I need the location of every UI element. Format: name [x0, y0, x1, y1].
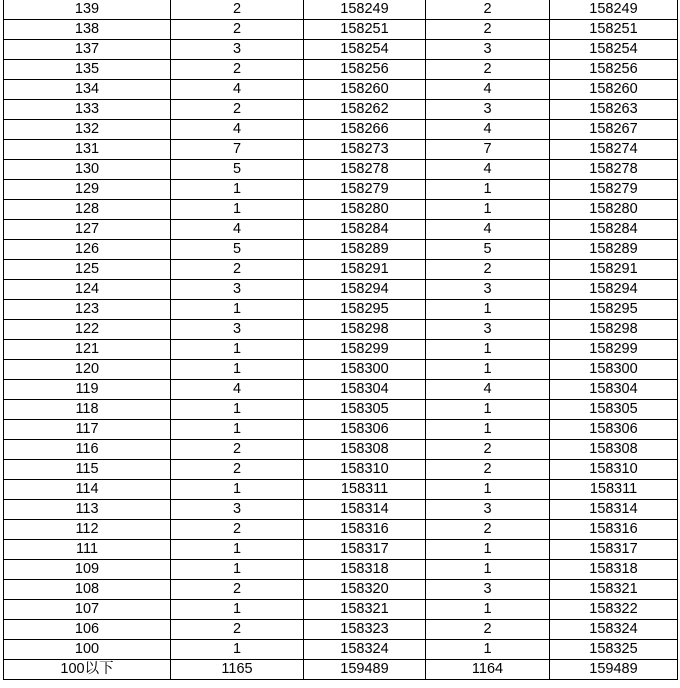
cumulative-cell-a: 158284 [304, 220, 426, 240]
score-cell: 100以下 [4, 660, 171, 680]
cumulative-cell-b: 158321 [550, 580, 678, 600]
count-cell-b: 2 [426, 20, 550, 40]
count-cell-b: 1 [426, 180, 550, 200]
score-cell: 120 [4, 360, 171, 380]
cumulative-cell-a: 158251 [304, 20, 426, 40]
cumulative-cell-a: 158304 [304, 380, 426, 400]
score-cell: 112 [4, 520, 171, 540]
count-cell-a: 4 [171, 80, 304, 100]
cumulative-cell-a: 158278 [304, 160, 426, 180]
table-row [4, 280, 678, 300]
score-cell: 138 [4, 20, 171, 40]
cumulative-cell-b: 158325 [550, 640, 678, 660]
table-row [4, 220, 678, 240]
score-cell: 115 [4, 460, 171, 480]
count-cell-a: 1 [171, 200, 304, 220]
score-cell: 122 [4, 320, 171, 340]
table-row [4, 380, 678, 400]
cumulative-cell-b: 158274 [550, 140, 678, 160]
score-cell: 125 [4, 260, 171, 280]
count-cell-a: 1 [171, 360, 304, 380]
count-cell-a: 1 [171, 340, 304, 360]
count-cell-a: 7 [171, 140, 304, 160]
cumulative-cell-a: 158254 [304, 40, 426, 60]
table-row [4, 240, 678, 260]
score-cell: 106 [4, 620, 171, 640]
table-row [4, 260, 678, 280]
cumulative-cell-b: 158322 [550, 600, 678, 620]
cumulative-cell-a: 158291 [304, 260, 426, 280]
count-cell-b: 4 [426, 160, 550, 180]
cumulative-cell-a: 158317 [304, 540, 426, 560]
score-cell: 100 [4, 640, 171, 660]
score-cell: 127 [4, 220, 171, 240]
count-cell-b: 1 [426, 400, 550, 420]
cumulative-cell-a: 158279 [304, 180, 426, 200]
score-cell: 107 [4, 600, 171, 620]
cumulative-cell-a: 158318 [304, 560, 426, 580]
table-row [4, 520, 678, 540]
count-cell-b: 1 [426, 480, 550, 500]
score-cell: 139 [4, 0, 171, 20]
count-cell-b: 1 [426, 560, 550, 580]
cumulative-cell-b: 158256 [550, 60, 678, 80]
table-row [4, 100, 678, 120]
cumulative-cell-b: 158306 [550, 420, 678, 440]
count-cell-a: 1 [171, 540, 304, 560]
cumulative-cell-b: 158280 [550, 200, 678, 220]
cumulative-cell-a: 158306 [304, 420, 426, 440]
score-cell: 128 [4, 200, 171, 220]
cumulative-cell-a: 158289 [304, 240, 426, 260]
cumulative-cell-b: 158304 [550, 380, 678, 400]
cumulative-cell-a: 158305 [304, 400, 426, 420]
count-cell-a: 1165 [171, 660, 304, 680]
table-row [4, 500, 678, 520]
count-cell-b: 1 [426, 600, 550, 620]
cumulative-cell-a: 158300 [304, 360, 426, 380]
cumulative-cell-a: 158321 [304, 600, 426, 620]
count-cell-a: 2 [171, 260, 304, 280]
cumulative-cell-a: 158273 [304, 140, 426, 160]
count-cell-a: 2 [171, 520, 304, 540]
count-cell-b: 3 [426, 40, 550, 60]
count-cell-a: 1 [171, 420, 304, 440]
cumulative-cell-b: 158295 [550, 300, 678, 320]
count-cell-a: 3 [171, 40, 304, 60]
count-cell-a: 2 [171, 580, 304, 600]
cumulative-cell-b: 158317 [550, 540, 678, 560]
cumulative-cell-a: 158256 [304, 60, 426, 80]
cumulative-cell-a: 158324 [304, 640, 426, 660]
cumulative-cell-a: 158316 [304, 520, 426, 540]
table-row [4, 180, 678, 200]
cumulative-cell-a: 158295 [304, 300, 426, 320]
count-cell-a: 1 [171, 180, 304, 200]
count-cell-b: 4 [426, 120, 550, 140]
score-cell: 108 [4, 580, 171, 600]
table-body [4, 0, 678, 680]
count-cell-b: 1164 [426, 660, 550, 680]
count-cell-b: 2 [426, 520, 550, 540]
cumulative-cell-b: 158308 [550, 440, 678, 460]
score-cell: 121 [4, 340, 171, 360]
count-cell-a: 5 [171, 240, 304, 260]
count-cell-b: 2 [426, 60, 550, 80]
table-row [4, 0, 678, 20]
table-row [4, 20, 678, 40]
count-cell-a: 5 [171, 160, 304, 180]
count-cell-b: 7 [426, 140, 550, 160]
count-cell-a: 1 [171, 480, 304, 500]
cumulative-cell-b: 158267 [550, 120, 678, 140]
cumulative-cell-b: 158316 [550, 520, 678, 540]
score-cell: 119 [4, 380, 171, 400]
table-row [4, 460, 678, 480]
score-cell: 133 [4, 100, 171, 120]
cumulative-cell-b: 158318 [550, 560, 678, 580]
cumulative-cell-a: 158249 [304, 0, 426, 20]
table-row [4, 60, 678, 80]
cumulative-cell-a: 158320 [304, 580, 426, 600]
cumulative-cell-b: 158254 [550, 40, 678, 60]
count-cell-b: 3 [426, 100, 550, 120]
table-row [4, 540, 678, 560]
cumulative-cell-a: 159489 [304, 660, 426, 680]
count-cell-a: 1 [171, 300, 304, 320]
score-cell: 118 [4, 400, 171, 420]
score-cell: 124 [4, 280, 171, 300]
cumulative-cell-b: 158311 [550, 480, 678, 500]
cumulative-cell-b: 158291 [550, 260, 678, 280]
count-cell-b: 1 [426, 300, 550, 320]
score-cell: 134 [4, 80, 171, 100]
table-row [4, 640, 678, 660]
cumulative-cell-b: 158251 [550, 20, 678, 40]
cumulative-cell-a: 158311 [304, 480, 426, 500]
cumulative-cell-a: 158310 [304, 460, 426, 480]
count-cell-a: 4 [171, 120, 304, 140]
cumulative-cell-b: 158294 [550, 280, 678, 300]
score-cell: 131 [4, 140, 171, 160]
table-row [4, 620, 678, 640]
cumulative-cell-b: 158314 [550, 500, 678, 520]
cumulative-cell-b: 159489 [550, 660, 678, 680]
cumulative-cell-a: 158314 [304, 500, 426, 520]
count-cell-a: 1 [171, 560, 304, 580]
table-row [4, 400, 678, 420]
cumulative-cell-b: 158310 [550, 460, 678, 480]
cumulative-cell-a: 158323 [304, 620, 426, 640]
score-cell: 137 [4, 40, 171, 60]
count-cell-b: 3 [426, 280, 550, 300]
score-cell: 130 [4, 160, 171, 180]
count-cell-b: 3 [426, 320, 550, 340]
count-cell-a: 4 [171, 220, 304, 240]
count-cell-b: 4 [426, 80, 550, 100]
cumulative-cell-b: 158289 [550, 240, 678, 260]
cumulative-cell-a: 158260 [304, 80, 426, 100]
count-cell-b: 3 [426, 500, 550, 520]
count-cell-a: 3 [171, 280, 304, 300]
count-cell-a: 1 [171, 400, 304, 420]
cumulative-cell-b: 158279 [550, 180, 678, 200]
cumulative-cell-a: 158298 [304, 320, 426, 340]
count-cell-b: 3 [426, 580, 550, 600]
table-row [4, 560, 678, 580]
count-cell-b: 4 [426, 220, 550, 240]
cumulative-cell-b: 158324 [550, 620, 678, 640]
count-cell-b: 2 [426, 260, 550, 280]
count-cell-b: 1 [426, 360, 550, 380]
cumulative-cell-a: 158262 [304, 100, 426, 120]
cumulative-cell-b: 158249 [550, 0, 678, 20]
cumulative-cell-b: 158299 [550, 340, 678, 360]
table-row [4, 300, 678, 320]
score-cell: 123 [4, 300, 171, 320]
count-cell-b: 1 [426, 420, 550, 440]
cumulative-cell-a: 158299 [304, 340, 426, 360]
table-row [4, 440, 678, 460]
table-row [4, 140, 678, 160]
cumulative-cell-a: 158308 [304, 440, 426, 460]
count-cell-b: 2 [426, 0, 550, 20]
cumulative-cell-b: 158300 [550, 360, 678, 380]
table-row [4, 200, 678, 220]
table-row [4, 340, 678, 360]
table-row [4, 320, 678, 340]
cumulative-cell-a: 158294 [304, 280, 426, 300]
score-cell: 113 [4, 500, 171, 520]
cumulative-cell-b: 158260 [550, 80, 678, 100]
score-cell: 126 [4, 240, 171, 260]
count-cell-b: 1 [426, 540, 550, 560]
score-cell: 117 [4, 420, 171, 440]
table-row [4, 120, 678, 140]
cumulative-cell-a: 158266 [304, 120, 426, 140]
table-row [4, 80, 678, 100]
score-cell: 129 [4, 180, 171, 200]
count-cell-b: 5 [426, 240, 550, 260]
table-row [4, 480, 678, 500]
count-cell-a: 2 [171, 0, 304, 20]
count-cell-a: 1 [171, 600, 304, 620]
count-cell-b: 2 [426, 440, 550, 460]
cumulative-cell-b: 158263 [550, 100, 678, 120]
count-cell-a: 2 [171, 620, 304, 640]
table-row [4, 40, 678, 60]
score-table-container [3, 0, 677, 680]
count-cell-b: 1 [426, 200, 550, 220]
count-cell-a: 2 [171, 20, 304, 40]
table-row [4, 360, 678, 380]
count-cell-a: 3 [171, 500, 304, 520]
score-cell: 132 [4, 120, 171, 140]
count-cell-b: 2 [426, 620, 550, 640]
score-cell: 135 [4, 60, 171, 80]
count-cell-b: 2 [426, 460, 550, 480]
count-cell-b: 1 [426, 640, 550, 660]
cumulative-cell-b: 158284 [550, 220, 678, 240]
count-cell-a: 2 [171, 100, 304, 120]
count-cell-b: 4 [426, 380, 550, 400]
table-row [4, 580, 678, 600]
count-cell-a: 2 [171, 440, 304, 460]
score-cell: 109 [4, 560, 171, 580]
table-row [4, 420, 678, 440]
count-cell-a: 2 [171, 60, 304, 80]
score-distribution-table [3, 0, 678, 680]
score-cell: 114 [4, 480, 171, 500]
score-cell: 116 [4, 440, 171, 460]
count-cell-b: 1 [426, 340, 550, 360]
count-cell-a: 4 [171, 380, 304, 400]
table-row [4, 160, 678, 180]
score-cell: 111 [4, 540, 171, 560]
table-row [4, 660, 678, 680]
count-cell-a: 1 [171, 640, 304, 660]
cumulative-cell-a: 158280 [304, 200, 426, 220]
cumulative-cell-b: 158298 [550, 320, 678, 340]
table-row [4, 600, 678, 620]
count-cell-a: 2 [171, 460, 304, 480]
cumulative-cell-b: 158278 [550, 160, 678, 180]
cumulative-cell-b: 158305 [550, 400, 678, 420]
count-cell-a: 3 [171, 320, 304, 340]
